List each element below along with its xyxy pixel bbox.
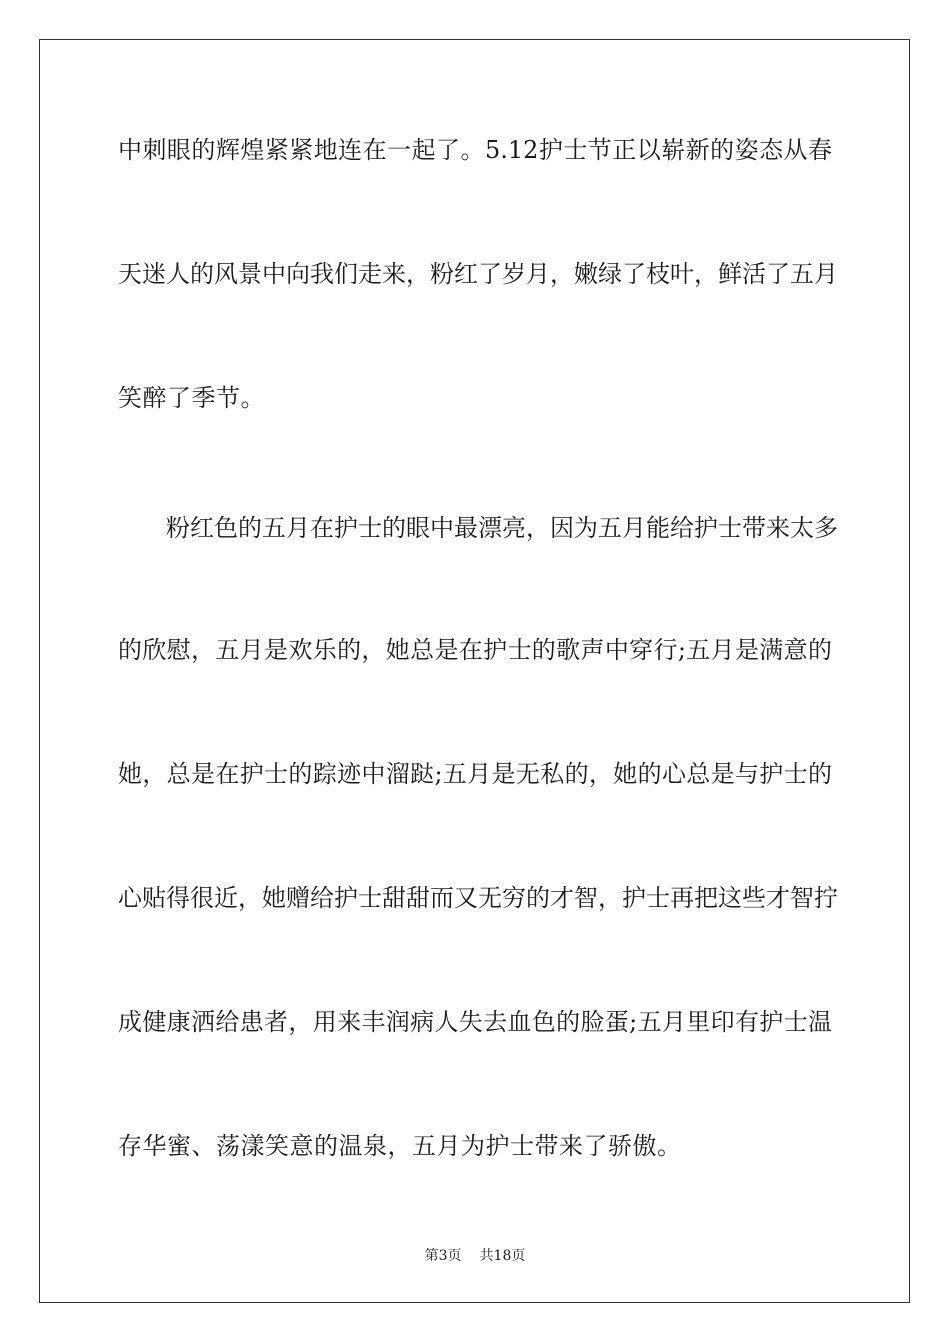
page-total: 共18页 [479, 1248, 526, 1264]
text-line: 的欣慰，五月是欢乐的，她总是在护士的歌声中穿行;五月是满意的 [118, 636, 832, 664]
text-line: 心贴得很近，她赠给护士甜甜而又无穷的才智，护士再把这些才智拧 [118, 884, 838, 912]
paragraph-first-line: 粉红色的五月在护士的眼中最漂亮，因为五月能给护士带来太多 [166, 514, 838, 542]
page-footer [0, 1247, 950, 1265]
text-line: 天迷人的风景中向我们走来，粉红了岁月，嫩绿了枝叶，鲜活了五月 [118, 260, 838, 288]
page-number: 第3页 [424, 1248, 462, 1264]
text-line: 成健康洒给患者，用来丰润病人失去血色的脸蛋;五月里印有护士温 [118, 1008, 832, 1036]
page-frame [39, 39, 910, 1303]
text-line: 中刺眼的辉煌紧紧地连在一起了。5.12护士节正以崭新的姿态从春 [118, 136, 832, 164]
text-line: 存华蜜、荡漾笑意的温泉，五月为护士带来了骄傲。 [118, 1132, 682, 1160]
text-line: 笑醉了季节。 [118, 384, 265, 412]
text-line: 她，总是在护士的踪迹中溜跶;五月是无私的，她的心总是与护士的 [118, 760, 832, 788]
